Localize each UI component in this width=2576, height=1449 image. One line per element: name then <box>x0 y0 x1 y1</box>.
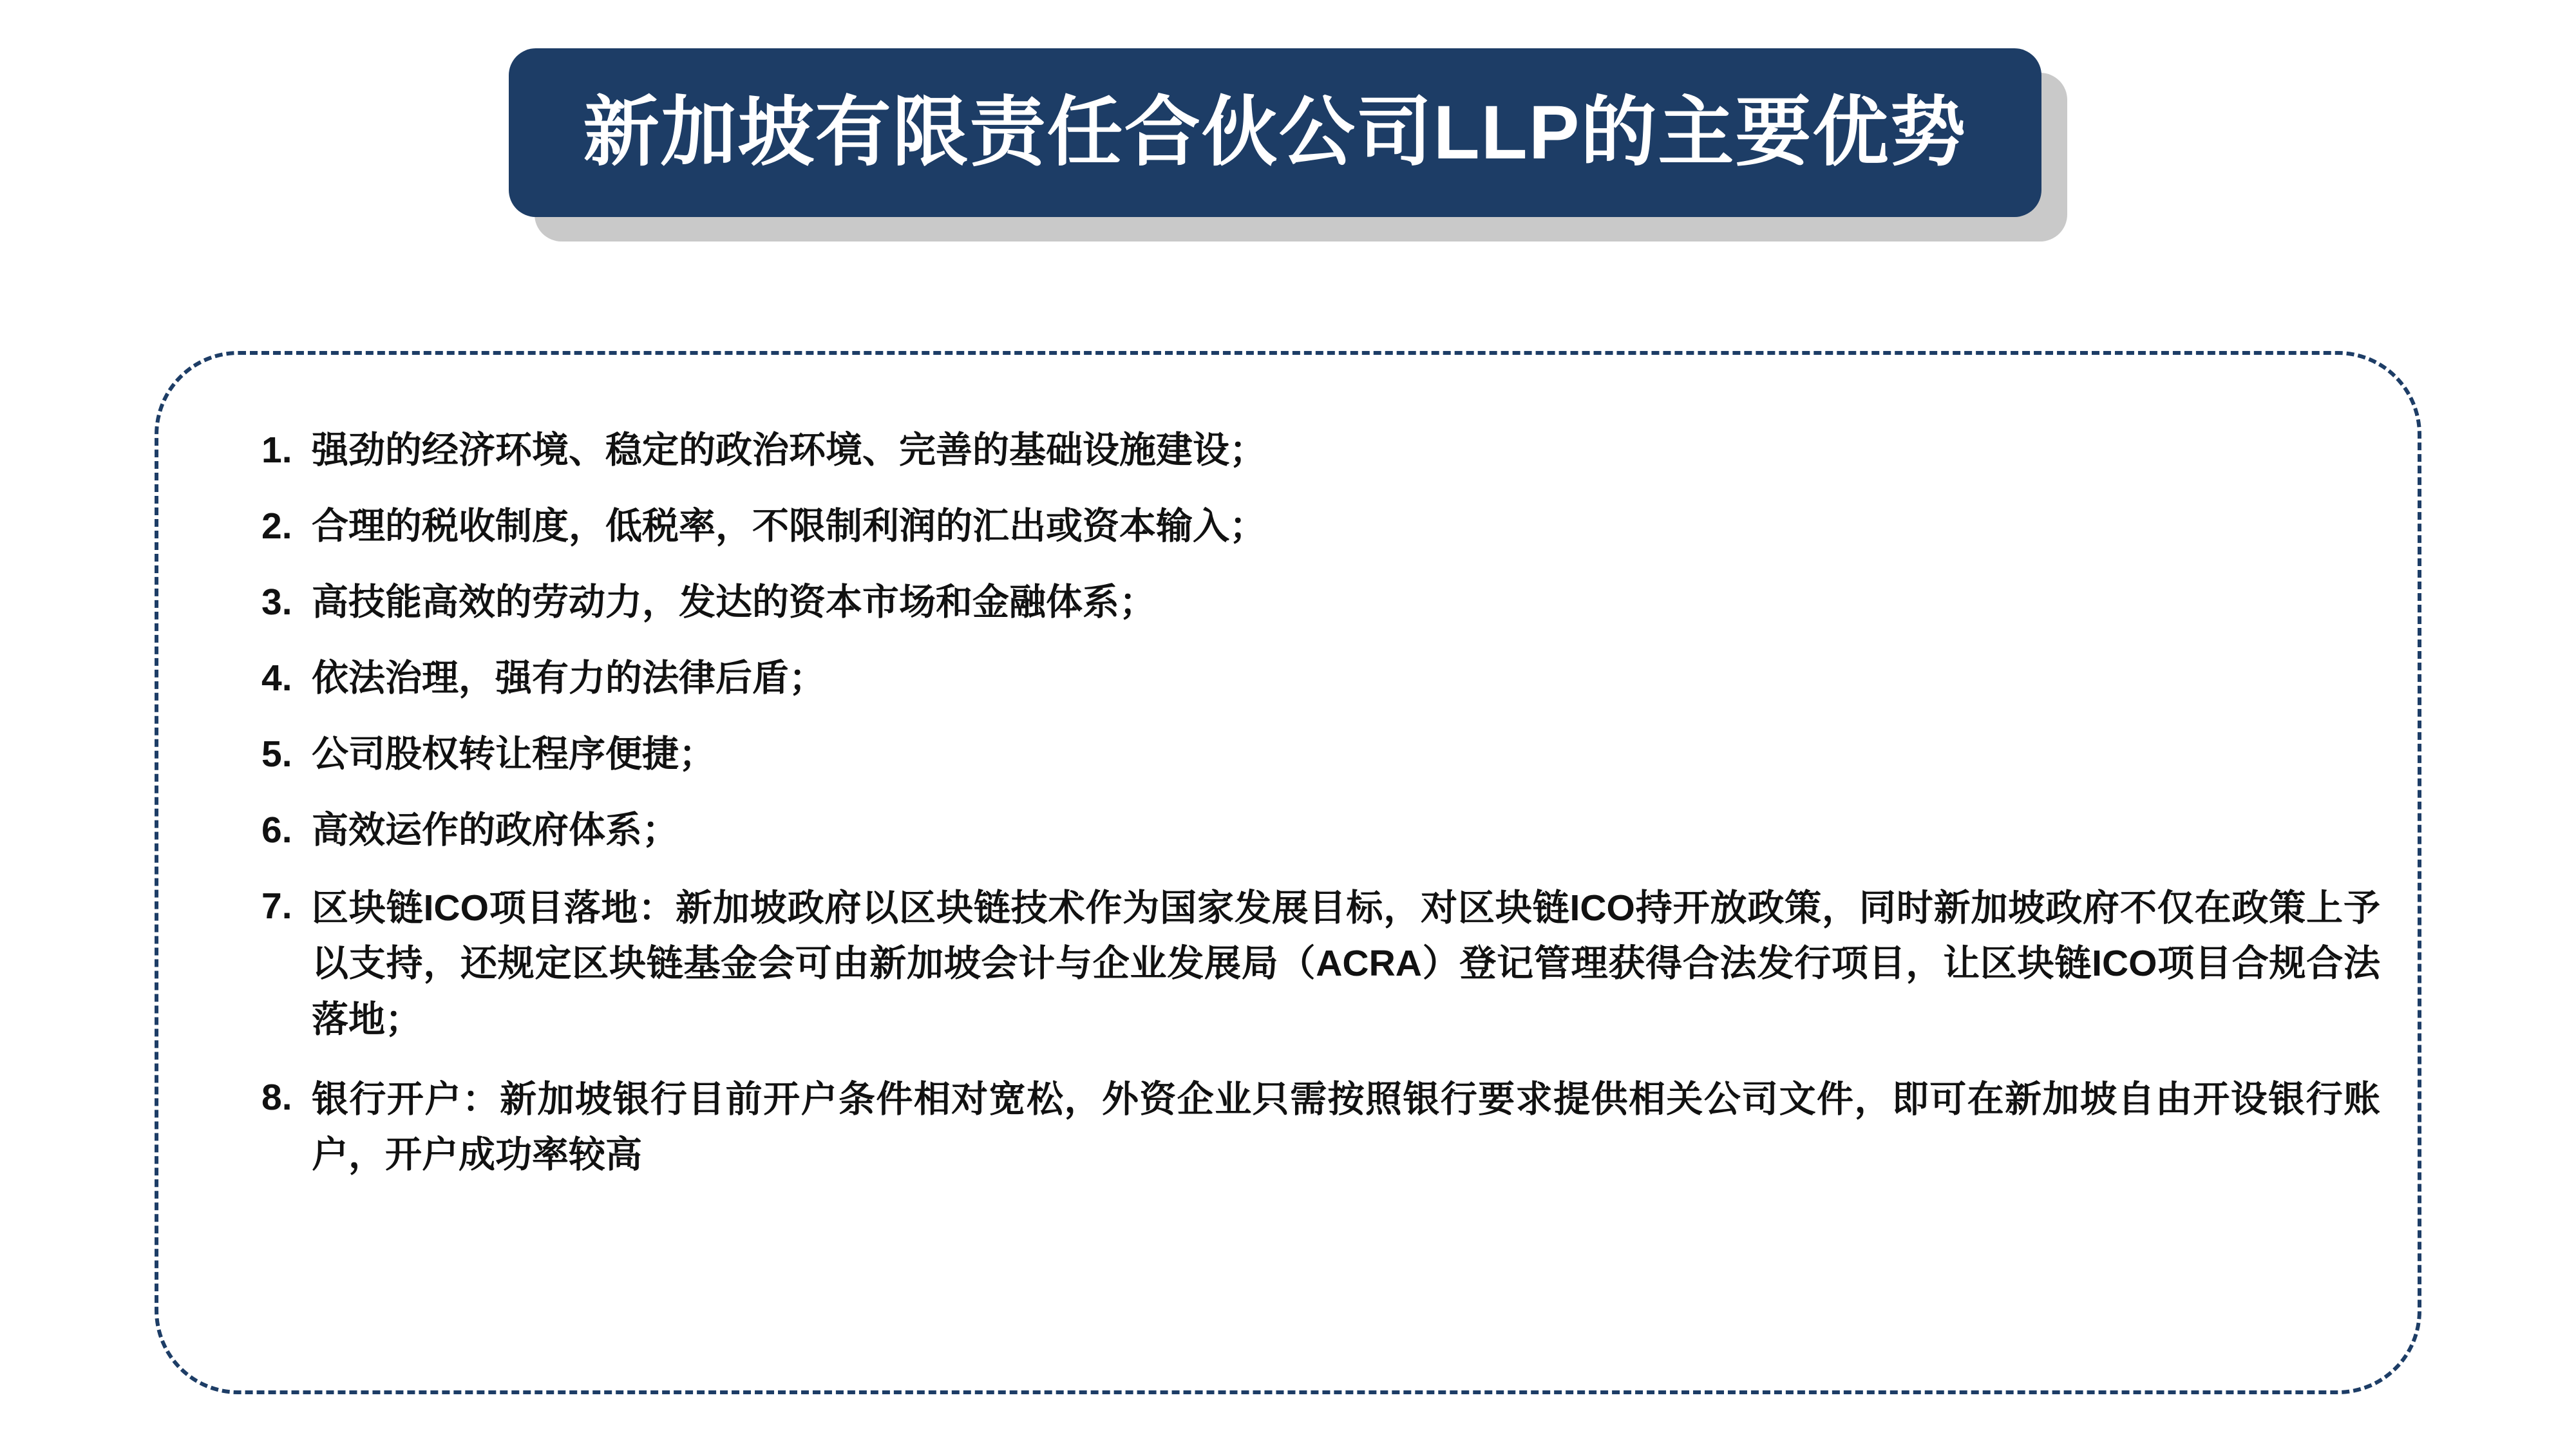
page-title: 新加坡有限责任合伙公司LLP的主要优势 <box>583 90 1967 175</box>
list-item <box>261 728 2380 781</box>
slide-title-area <box>0 48 2576 242</box>
advantages-list <box>261 424 2380 1207</box>
list-item-number: 7. <box>261 885 292 927</box>
list-item <box>261 424 2380 477</box>
list-item-number: 5. <box>261 733 292 775</box>
list-item <box>261 652 2380 705</box>
list-item-number: 3. <box>261 581 292 623</box>
list-item <box>261 804 2380 857</box>
list-item-text: 依法治理，强有力的法律后盾； <box>312 657 826 699</box>
title-stack <box>509 48 2067 242</box>
list-item-number: 4. <box>261 657 292 699</box>
list-item-text: 银行开户：新加坡银行目前开户条件相对宽松，外资企业只需按照银行要求提供相关公司文件，即可在新加坡自由开设银行账户，开户成功率较高 <box>312 1078 2380 1176</box>
title-banner <box>509 48 2041 217</box>
list-item <box>261 880 2380 1048</box>
list-item <box>261 576 2380 629</box>
list-item-text: 高效运作的政府体系； <box>312 809 679 851</box>
list-item <box>261 1072 2380 1183</box>
list-item-text: 公司股权转让程序便捷； <box>312 733 715 775</box>
list-item-number: 6. <box>261 809 292 851</box>
list-item-text: 高技能高效的劳动力，发达的资本市场和金融体系； <box>312 581 1156 623</box>
list-item-number: 8. <box>261 1076 292 1118</box>
list-item-text: 合理的税收制度，低税率，不限制利润的汇出或资本输入； <box>312 505 1266 547</box>
list-item-text: 强劲的经济环境、稳定的政治环境、完善的基础设施建设； <box>312 430 1266 471</box>
list-item-number: 1. <box>261 430 292 471</box>
list-item-number: 2. <box>261 505 292 547</box>
list-item-text: 区块链ICO项目落地：新加坡政府以区块链技术作为国家发展目标，对区块链ICO持开放政策，同时新加坡政府不仅在政策上予以支持，还规定区块链基金会可由新加坡会计与企业发展局（ACRA）登记管理获得合法发行项目，让区块链ICO项目合规合法落地； <box>312 887 2380 1040</box>
list-item <box>261 500 2380 553</box>
content-panel <box>155 351 2421 1394</box>
